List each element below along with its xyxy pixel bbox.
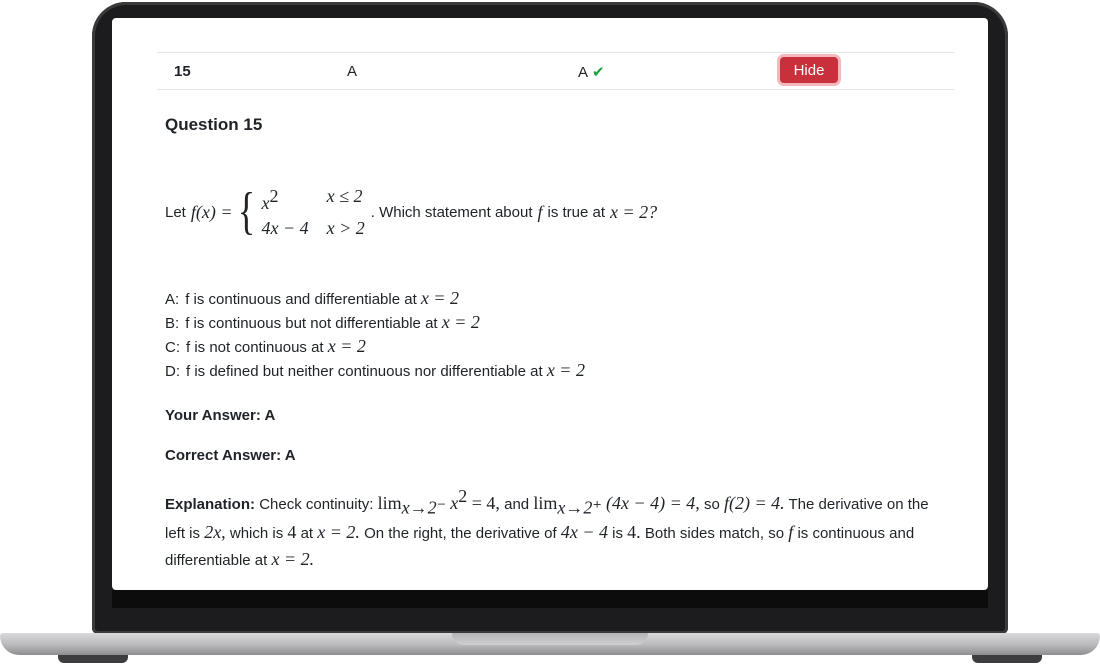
checkmark-icon: ✔ — [592, 64, 605, 81]
option-c — [165, 334, 585, 358]
math-x2 — [450, 486, 500, 513]
brace-icon: { — [238, 183, 256, 240]
case1-base: x — [261, 192, 270, 213]
laptop-foot-right — [972, 655, 1042, 663]
explanation — [165, 484, 935, 573]
explanation-text: Check continuity: — [259, 496, 374, 513]
question-stem — [165, 183, 657, 241]
math-expr: 4x − 4 — [560, 522, 608, 543]
laptop-foot-left — [58, 655, 128, 663]
screen-bezel-bottom — [112, 590, 988, 608]
option-math: x = 2 — [420, 288, 460, 308]
explanation-heading: Explanation: — [165, 496, 256, 513]
laptop-notch — [452, 633, 648, 645]
explanation-text: On the right, the derivative of — [364, 525, 557, 543]
lim: lim — [377, 493, 402, 513]
case1-expr — [261, 186, 308, 214]
explanation-text: at — [300, 525, 314, 543]
stem-point: x = 2? — [610, 201, 658, 222]
explanation-text: and — [504, 496, 530, 513]
case2-cond: x > 2 — [326, 217, 365, 238]
lim: lim — [533, 493, 558, 513]
stem-function: f(x) = — [190, 201, 233, 222]
math-lim-right — [533, 493, 602, 518]
correct-answer-line: Correct Answer: A — [165, 447, 296, 464]
stem-prefix: Let — [165, 203, 186, 221]
option-b — [165, 310, 585, 334]
case1-cond: x ≤ 2 — [326, 185, 363, 206]
math-expr: x = 2. — [317, 522, 360, 543]
screen — [112, 18, 988, 590]
math-expr: f(2) = 4. — [723, 493, 785, 513]
explanation-text: Both sides match, so — [644, 525, 785, 543]
correct-answer-value: A — [578, 64, 589, 81]
math-expr: 2x, — [204, 522, 226, 543]
stem-suffix-1: . Which statement about — [370, 203, 533, 221]
option-label: A: — [165, 291, 180, 308]
answer-options — [165, 286, 585, 382]
option-d — [165, 358, 585, 382]
option-text: f is continuous and differentiable at — [185, 291, 417, 308]
explanation-text: The derivative on the left is — [165, 496, 929, 543]
math-expr: (4x − 4) = 4, — [606, 493, 700, 513]
m1: x — [450, 493, 459, 513]
option-label: C: — [165, 339, 180, 356]
your-answer-line: Your Answer: A — [165, 407, 276, 424]
option-text: f is not continuous at — [186, 339, 324, 356]
case1-exponent: 2 — [269, 185, 279, 206]
option-math: x = 2 — [327, 336, 366, 356]
math-expr: f — [788, 522, 794, 543]
question-title: Question 15 — [165, 115, 263, 134]
option-text: f is continuous but not differentiable at — [185, 315, 438, 332]
option-a — [165, 286, 585, 310]
m1-exp: 2 — [458, 486, 468, 506]
correct-answer-cell — [578, 63, 605, 81]
lim-sub: x→2⁺ — [557, 497, 602, 518]
math-lim-left — [377, 493, 447, 518]
option-label: D: — [165, 363, 180, 380]
explanation-text: so — [703, 496, 720, 513]
stem-suffix-2: is true at — [547, 203, 606, 221]
option-math: x = 2 — [546, 360, 585, 380]
piecewise-cases — [261, 186, 364, 239]
your-answer-cell: A — [347, 63, 358, 80]
m1b: = 4, — [467, 493, 500, 513]
result-row — [157, 52, 954, 90]
explanation-text: which is — [229, 525, 284, 543]
lim-sub: x→2⁻ — [401, 497, 447, 518]
option-text: f is defined but neither continuous nor differentiable at — [186, 363, 543, 380]
stem-f: f — [537, 201, 543, 222]
option-label: B: — [165, 315, 180, 332]
math-expr: 4 — [287, 522, 297, 543]
explanation-text: is — [612, 525, 623, 543]
math-expr: 4. — [627, 522, 641, 543]
math-expr: x = 2. — [271, 548, 315, 569]
question-number: 15 — [174, 63, 191, 80]
explanation-text: is continuous and differentiable at — [165, 525, 915, 569]
hide-button[interactable]: Hide — [780, 57, 838, 83]
case2-expr: 4x − 4 — [261, 217, 309, 238]
option-math: x = 2 — [441, 312, 480, 332]
